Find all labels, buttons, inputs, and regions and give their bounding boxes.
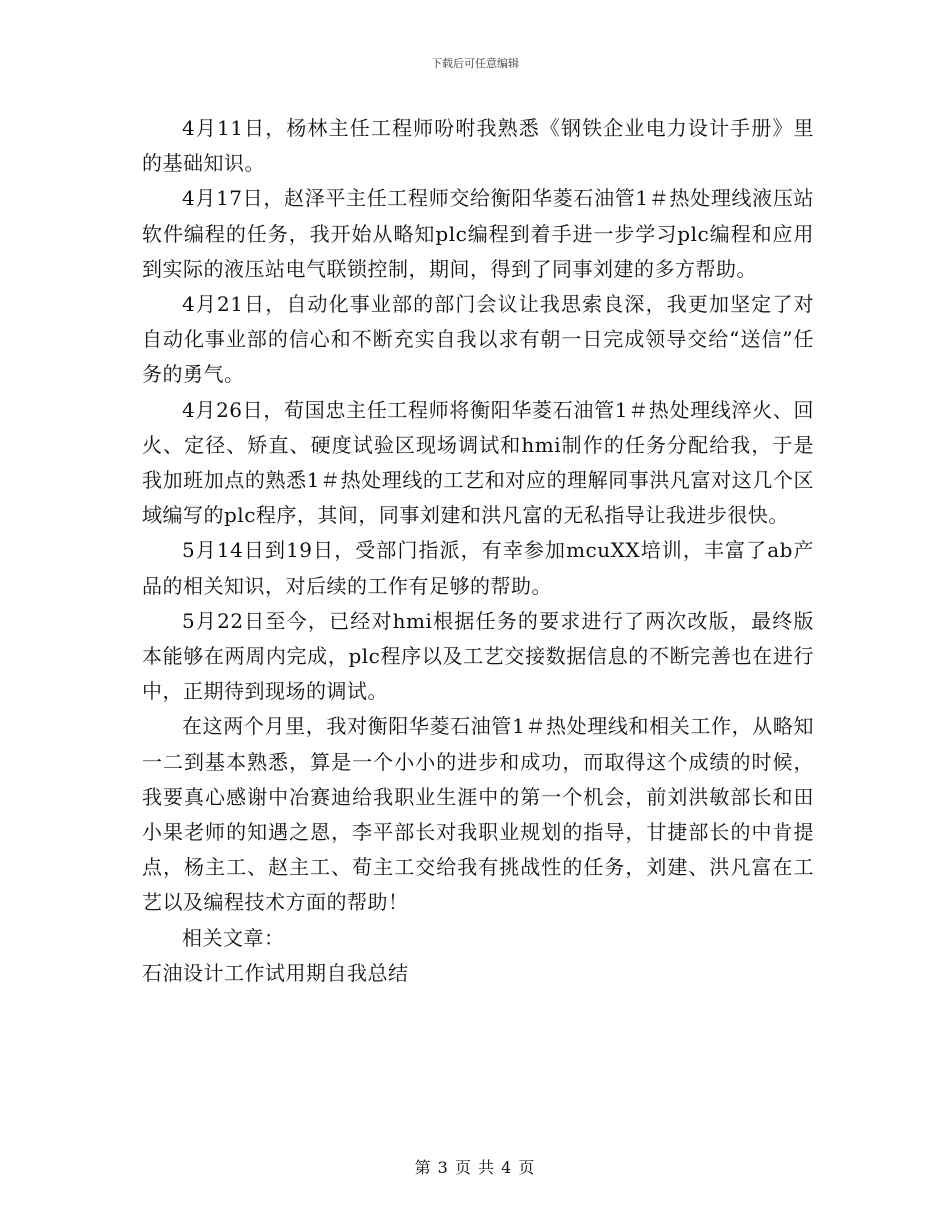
paragraph-may-14: 5月14日到19日，受部门指派，有幸参加mcuXX培训，丰富了ab产品的相关知识，对后续的工作有足够的帮助。 [142,538,814,598]
paragraph-apr-17: 4月17日，赵泽平主任工程师交给衡阳华菱石油管1＃热处理线液压站软件编程的任务，我开始从略知plc编程到着手进一步学习plc编程和应用到实际的液压站电气联锁控制，期间，得到了同事刘建的多方帮助。 [142,186,814,281]
paragraph-apr-21: 4月21日，自动化事业部的部门会议让我思索良深，我更加坚定了对自动化事业部的信心和不断充实自我以求有朝一日完成领导交给“送信”任务的勇气。 [142,292,814,387]
document-body [142,111,814,991]
paragraph-apr-11: 4月11日，杨林主任工程师吩咐我熟悉《钢铁企业电力设计手册》里的基础知识。 [142,116,814,176]
page-number: 第 3 页 共 4 页 [414,1158,536,1177]
related-articles-label: 相关文章： [182,925,285,950]
paragraph-summary: 在这两个月里，我对衡阳华菱石油管1＃热处理线和相关工作，从略知一二到基本熟悉，算是一个小小的进步和成功，而取得这个成绩的时候，我要真心感谢中冶赛迪给我职业生涯中的第一个机会，前刘洪敏部长和田小果老师的知遇之恩，李平部长对我职业规划的指导，甘捷部长的中肯提点，杨主工、赵主工、荀主工交给我有挑战性的任务，刘建、洪凡富在工艺以及编程技术方面的帮助！ [142,714,814,915]
paragraph-may-22: 5月22日至今，已经对hmi根据任务的要求进行了两次改版，最终版本能够在两周内完成，plc程序以及工艺交接数据信息的不断完善也在进行中，正期待到现场的调试。 [142,608,814,704]
related-article-link[interactable]: 石油设计工作试用期自我总结 [142,960,409,985]
page-header-note: 下载后可任意编辑 [431,57,519,70]
paragraph-apr-26: 4月26日，荀国忠主任工程师将衡阳华菱石油管1＃热处理线淬火、回火、定径、矫直、硬度试验区现场调试和hmi制作的任务分配给我，于是我加班加点的熟悉1＃热处理线的工艺和对应的理解同事洪凡富对这几个区域编写的plc程序，其间，同事刘建和洪凡富的无私指导让我进步很快。 [142,397,814,528]
